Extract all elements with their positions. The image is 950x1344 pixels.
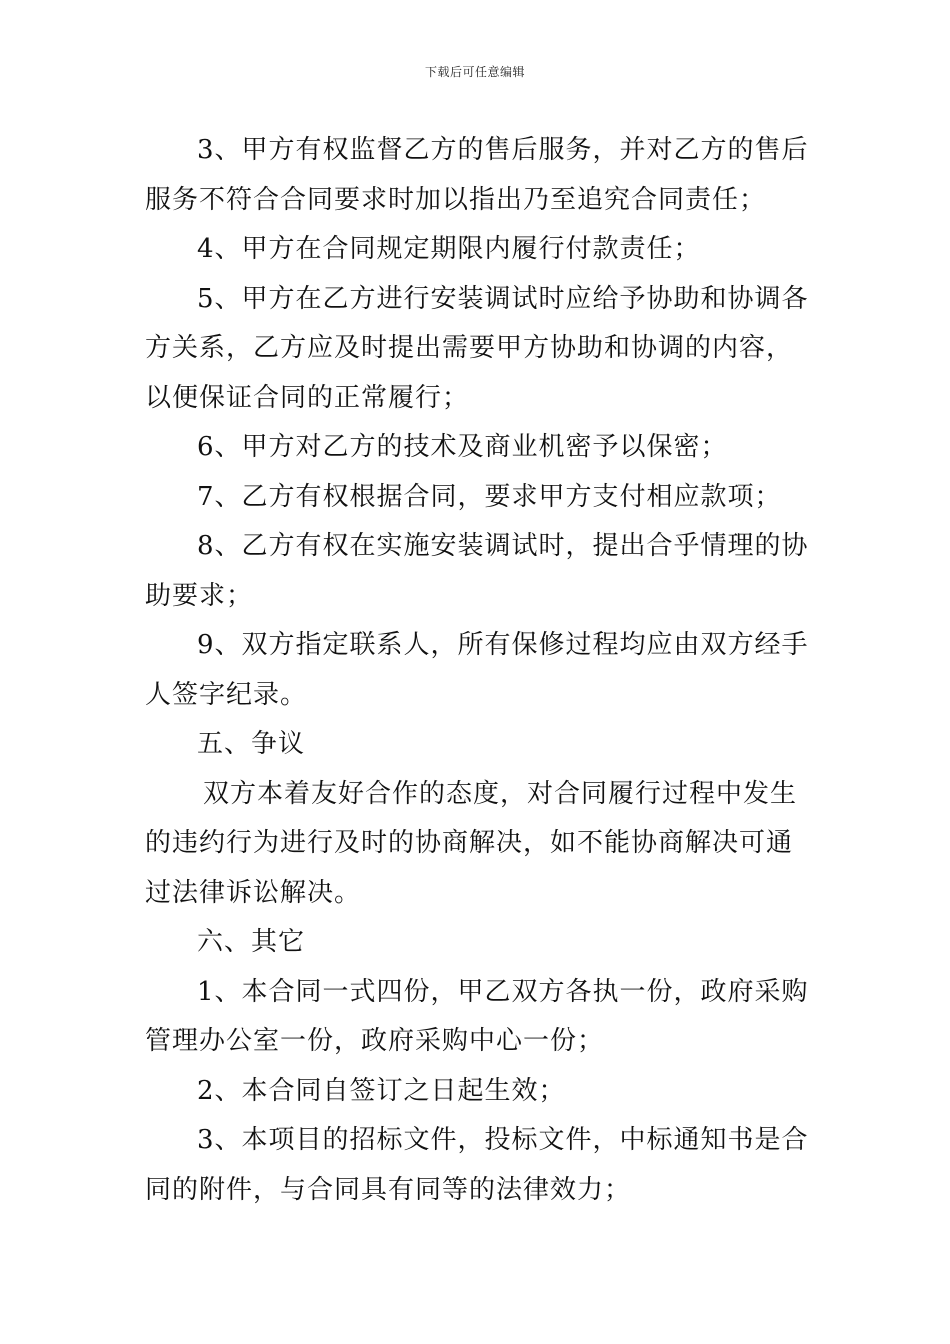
clause-7-request-payment: 7、乙方有权根据合同，要求甲方支付相应款项； [197,481,782,512]
clause-8-assist-request: 8、乙方有权在实施安装调试时，提出合乎情理的协助要求； [145,531,809,611]
other-clause-1-copies: 1、本合同一式四份，甲乙双方各执一份，政府采购管理办公室一份，政府采购中心一份； [145,976,809,1056]
other-clause-3-attachments: 3、本项目的招标文件，投标文件，中标通知书是合同的附件，与合同具有同等的法律效力； [145,1125,809,1205]
clause-3-supervise-service: 3、甲方有权监督乙方的售后服务，并对乙方的售后服务不符合合同要求时加以指出乃至追究合同责任； [145,135,809,215]
clause-4-payment: 4、甲方在合同规定期限内履行付款责任； [197,234,701,264]
document-body [145,126,810,1215]
other-clause-2-effective: 2、本合同自签订之日起生效； [197,1075,566,1106]
page-header-note: 下载后可任意编辑 [424,65,525,79]
dispute-paragraph: 双方本着友好合作的态度，对合同履行过程中发生的违约行为进行及时的协商解决，如不能协商解决可通过法律诉讼解决。 [145,778,798,908]
section-heading-other: 六、其它 [197,927,306,957]
clause-6-confidentiality: 6、甲方对乙方的技术及商业机密予以保密； [197,432,728,462]
clause-9-contact-person: 9、双方指定联系人，所有保修过程均应由双方经手人签字纪录。 [145,630,809,710]
section-heading-dispute: 五、争议 [197,729,306,759]
clause-5-installation-assist: 5、甲方在乙方进行安装调试时应给予协助和协调各方关系，乙方应及时提出需要甲方协助和协调的内容，以便保证合同的正常履行； [145,283,809,413]
